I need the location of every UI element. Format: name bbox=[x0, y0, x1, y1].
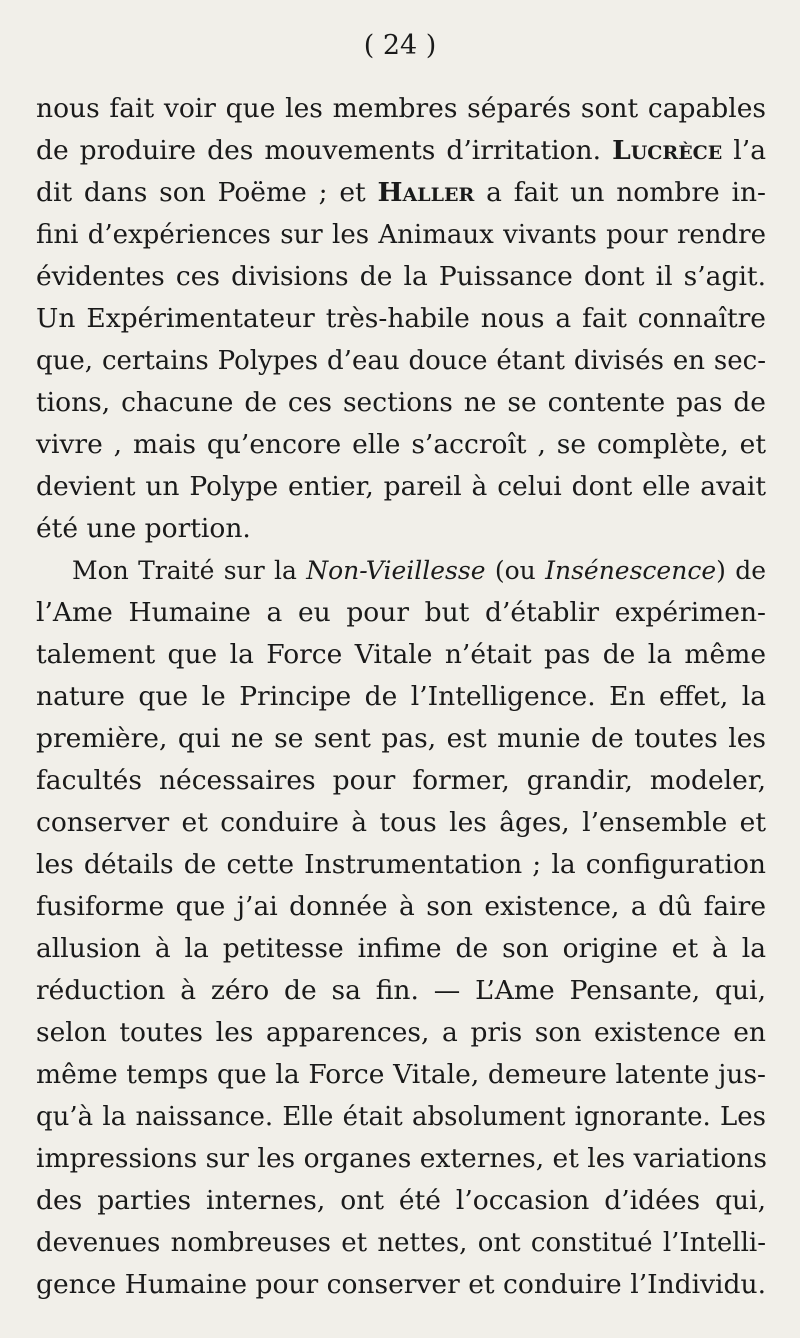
text-line: selon toutes les apparences, a pris son existence en bbox=[36, 1017, 766, 1048]
text-line: nature que le Principe de l’Intelligence. En effet, la bbox=[36, 681, 766, 712]
text-line bbox=[36, 550, 766, 592]
text-line: que, certains Polypes d’eau douce étant divisés en sec- bbox=[36, 346, 766, 376]
text-line: nous fait voir que les membres séparés sont capables bbox=[36, 93, 766, 124]
text-line: Un Expérimentateur très-habile nous a fait connaître bbox=[36, 303, 766, 334]
text-line: talement que la Force Vitale n’était pas de la même bbox=[36, 639, 766, 670]
author-name: Lucrèce bbox=[612, 135, 723, 166]
text-line: devenues nombreuses et nettes, ont constitué l’Intelli- bbox=[36, 1228, 766, 1258]
text-line: allusion à la petitesse infime de son origine et à la bbox=[36, 933, 766, 964]
text-line: les détails de cette Instrumentation ; la configuration bbox=[36, 849, 766, 880]
text-line: première, qui ne se sent pas, est munie de toutes les bbox=[36, 723, 766, 754]
text-line: qu’à la naissance. Elle était absolument ignorante. Les bbox=[36, 1102, 766, 1132]
text-line: réduction à zéro de sa fin. — L’Ame Pensante, qui, bbox=[36, 975, 766, 1006]
text-line bbox=[36, 172, 766, 214]
text-segment: ) de bbox=[716, 556, 767, 585]
text-line: même temps que la Force Vitale, demeure latente jus- bbox=[36, 1059, 766, 1090]
italic-title: Non-Vieillesse bbox=[306, 556, 486, 585]
text-segment: l’a bbox=[722, 135, 767, 166]
text-line: fusiforme que j’ai donnée à son existence, a dû faire bbox=[36, 891, 766, 922]
text-line: tions, chacune de ces sections ne se contente pas de bbox=[36, 387, 766, 418]
text-line: impressions sur les organes externes, et les variations bbox=[36, 1143, 767, 1174]
text-line: conserver et conduire à tous les âges, l’ensemble et bbox=[36, 807, 766, 838]
text-segment: de produire des mouvements d’irritation. bbox=[36, 135, 613, 166]
text-line: été une portion. bbox=[36, 513, 251, 544]
page-number: ( 24 ) bbox=[363, 30, 437, 61]
text-line: devient un Polype entier, pareil à celui dont elle avait bbox=[36, 471, 766, 502]
text-segment: (ou bbox=[485, 556, 546, 585]
italic-title: Insénescence bbox=[545, 556, 717, 585]
text-line: fini d’expériences sur les Animaux vivants pour rendre bbox=[36, 220, 766, 250]
text-segment: a fait un nombre in- bbox=[474, 177, 766, 208]
text-segment: Mon Traité sur la bbox=[72, 556, 307, 585]
text-line bbox=[36, 130, 766, 172]
text-line: l’Ame Humaine a eu pour but d’établir expérimen- bbox=[36, 597, 766, 628]
text-line: gence Humaine pour conserver et conduire l’Individu. bbox=[36, 1269, 766, 1300]
text-line: facultés nécessaires pour former, grandir, modeler, bbox=[36, 765, 766, 796]
body-text bbox=[36, 88, 766, 1306]
text-segment: dit dans son Poëme ; et bbox=[36, 177, 378, 208]
text-line: vivre , mais qu’encore elle s’accroît , se complète, et bbox=[36, 429, 766, 460]
text-line: des parties internes, ont été l’occasion d’idées qui, bbox=[36, 1185, 766, 1216]
author-name: Haller bbox=[377, 177, 475, 208]
text-line: évidentes ces divisions de la Puissance dont il s’agit. bbox=[36, 261, 766, 292]
